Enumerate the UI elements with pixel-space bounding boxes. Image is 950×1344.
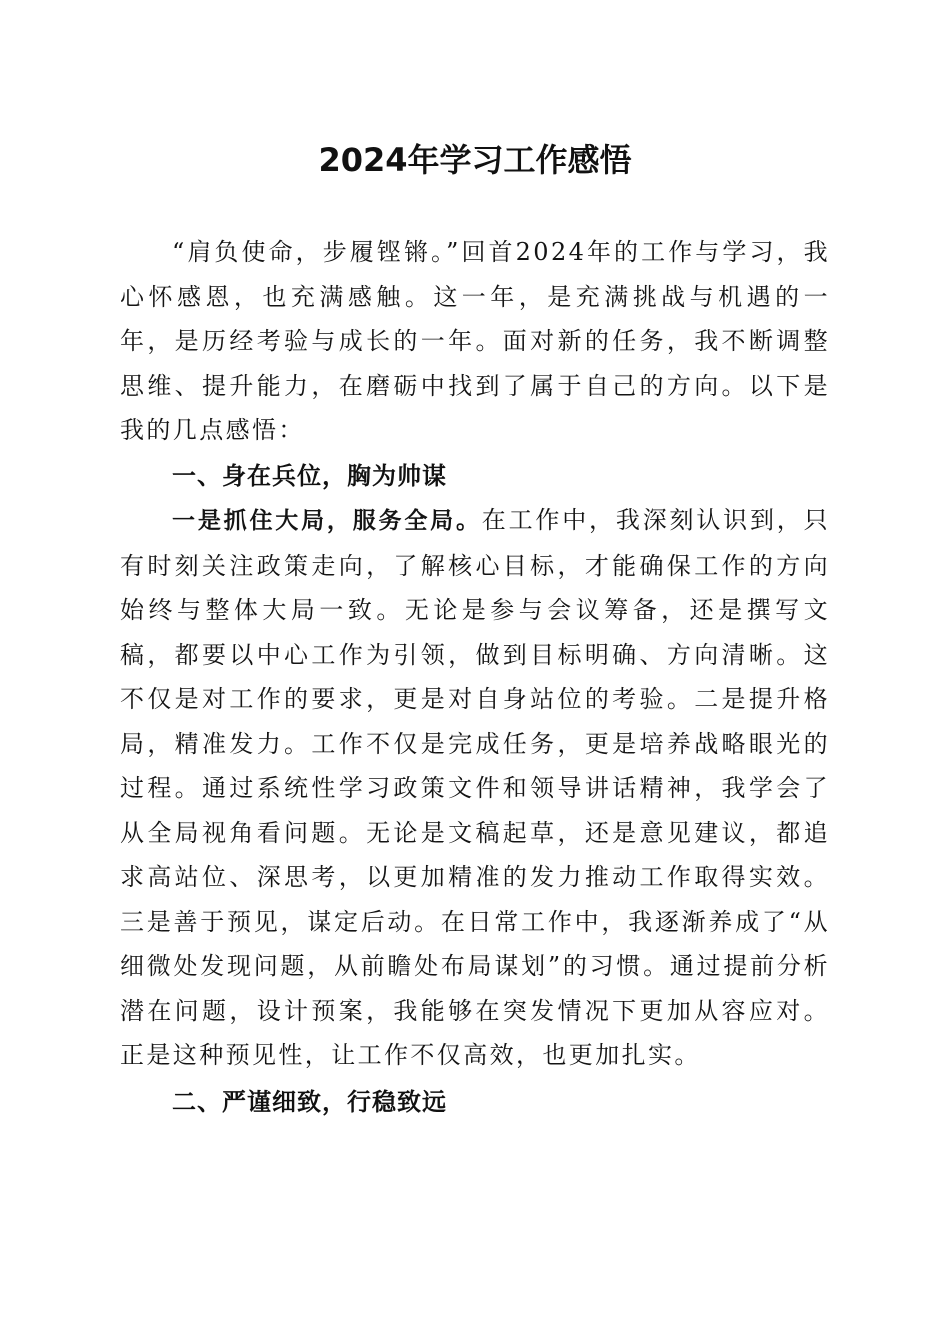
section-2-heading: 二、严谨细致，行稳致远 [172,1088,447,1116]
document-title: 2024年学习工作感悟 [318,141,632,179]
section-1-heading: 一、身在兵位，胸为帅谋 [172,462,447,490]
section-1-block [120,498,830,1078]
intro-block [120,230,830,453]
section-1-lead: 一是抓住大局，服务全局。 [172,508,482,534]
section-1-body: 在工作中，我深刻认识到，只有时刻关注政策走向，了解核心目标，才能确保工作的方向始终与整体大局一致。无论是参与会议筹备，还是撰写文稿，都要以中心工作为引领，做到目标明确、方向清晰。这不仅是对工作的要求，更是对自身站位的考验。二是提升格局，精准发力。工作不仅是完成任务，更是培养战略眼光的过程。通过系统性学习政策文件和领导讲话精神，我学会了从全局视角看问题。无论是文稿起草，还是意见建议，都追求高站位、深思考，以更加精准的发力推动工作取得实效。三是善于预见，谋定后动。在日常工作中，我逐渐养成了“从细微处发现问题，从前瞻处布局谋划”的习惯。通过提前分析潜在问题，设计预案，我能够在突发情况下更加从容应对。正是这种预见性，让工作不仅高效，也更加扎实。 [120,506,830,1069]
section-1-paragraph [120,498,830,1078]
intro-paragraph: “肩负使命，步履铿锵。”回首2024年的工作与学习，我心怀感恩，也充满感触。这一年，是充满挑战与机遇的一年，是历经考验与成长的一年。面对新的任务，我不断调整思维、提升能力，在磨砺中找到了属于自己的方向。以下是我的几点感悟： [120,238,830,444]
